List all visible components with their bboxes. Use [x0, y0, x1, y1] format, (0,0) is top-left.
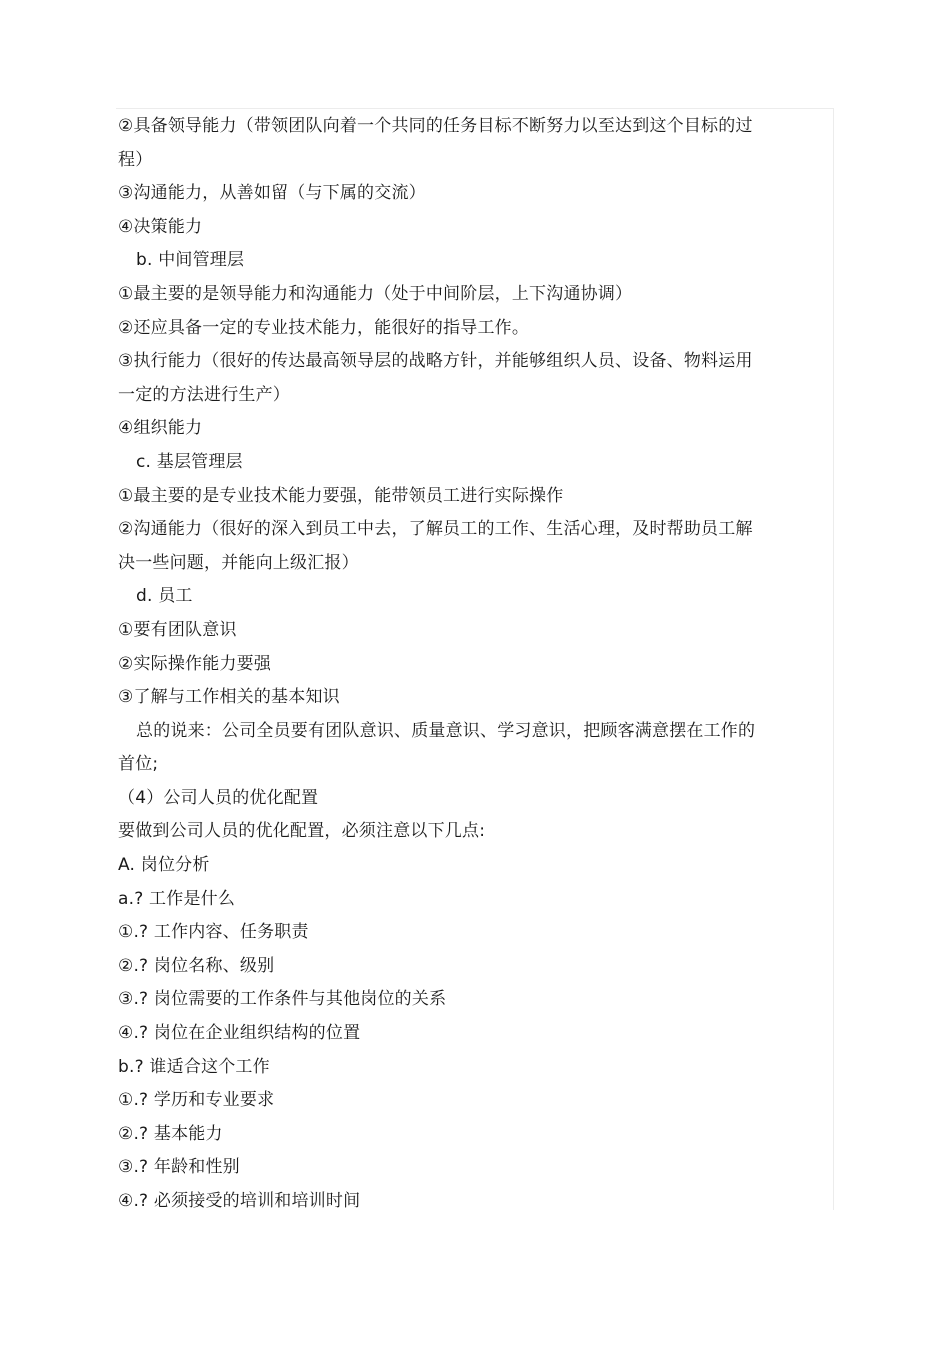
text-line: 首位;	[118, 754, 159, 775]
section-heading-middle-management: b. 中间管理层	[136, 250, 245, 271]
text-line: ②实际操作能力要强	[118, 653, 272, 674]
text-line: ②沟通能力（很好的深入到员工中去，了解员工的工作、生活心理，及时帮助员工解	[118, 519, 753, 540]
text-line: ③沟通能力，从善如留（与下属的交流）	[118, 183, 426, 204]
list-item: ②.? 岗位名称、级别	[118, 955, 275, 976]
document-body	[118, 110, 786, 1219]
text-line: ③了解与工作相关的基本知识	[118, 687, 340, 708]
list-heading: a.? 工作是什么	[118, 888, 236, 909]
text-line: ④组织能力	[118, 418, 203, 439]
section-heading-optimization: （4）公司人员的优化配置	[118, 787, 319, 808]
text-line: ①最主要的是领导能力和沟通能力（处于中间阶层，上下沟通协调）	[118, 283, 633, 304]
text-line: 要做到公司人员的优化配置，必须注意以下几点:	[118, 821, 486, 842]
text-line: ②还应具备一定的专业技术能力，能很好的指导工作。	[118, 317, 530, 338]
text-line: 决一些问题，并能向上级汇报）	[118, 552, 359, 573]
section-heading-employees: d. 员工	[136, 586, 193, 607]
section-heading-job-analysis: A. 岗位分析	[118, 855, 210, 876]
text-line: 一定的方法进行生产）	[118, 384, 290, 405]
text-line: ①最主要的是专业技术能力要强，能带领员工进行实际操作	[118, 485, 564, 506]
list-item: ①.? 工作内容、任务职责	[118, 922, 309, 943]
list-item: ③.? 年龄和性别	[118, 1157, 240, 1178]
list-heading: b.? 谁适合这个工作	[118, 1056, 270, 1077]
text-line: 程）	[118, 149, 153, 170]
list-item: ①.? 学历和专业要求	[118, 1090, 275, 1111]
list-item: ④.? 必须接受的培训和培训时间	[118, 1191, 361, 1211]
list-item: ②.? 基本能力	[118, 1123, 223, 1144]
text-line: ④决策能力	[118, 216, 203, 237]
text-line: ②具备领导能力（带领团队向着一个共同的任务目标不断努力以至达到这个目标的过	[118, 116, 753, 136]
section-heading-base-management: c. 基层管理层	[136, 451, 243, 472]
page-frame-right-border	[833, 108, 834, 1210]
text-line: ③执行能力（很好的传达最高领导层的战略方针，并能够组织人员、设备、物料运用	[118, 351, 753, 372]
summary-paragraph: 总的说来：公司全员要有团队意识、质量意识、学习意识，把顾客满意摆在工作的	[136, 720, 756, 741]
page-frame-top-border	[116, 108, 834, 109]
list-item: ④.? 岗位在企业组织结构的位置	[118, 1023, 361, 1044]
text-line: ①要有团队意识	[118, 619, 237, 640]
list-item: ③.? 岗位需要的工作条件与其他岗位的关系	[118, 989, 447, 1010]
